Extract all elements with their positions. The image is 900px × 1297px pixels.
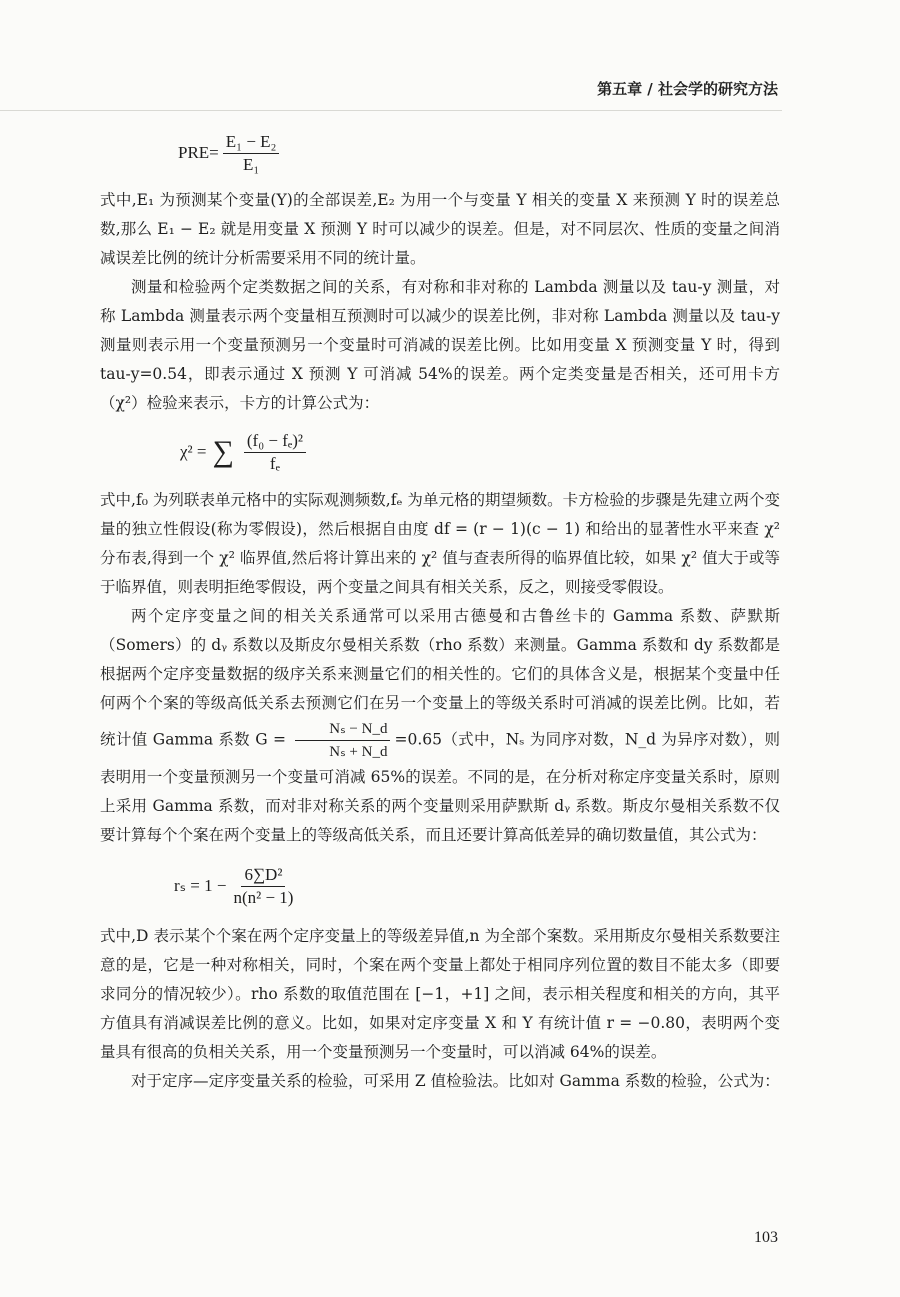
formula-pre-fraction (223, 131, 280, 176)
formula-chi-fraction (244, 430, 306, 475)
sum-symbol: ∑ (212, 435, 234, 468)
formula-chi-denominator: fₑ (269, 453, 280, 473)
paragraph-4 (100, 602, 780, 850)
paragraph-6: 对于定序—定序变量关系的检验，可采用 Z 值检验法。比如对 Gamma 系数的检验，公式为： (131, 1072, 780, 1090)
formula-pre (100, 120, 780, 186)
formula-pre-denominator: E₁ (242, 154, 260, 174)
paragraph-4-part-2: =0.65（式中，Nₛ 为同序对数，N_d 为异序对数），则表明用一个变量预测另一个变量可消减 65%的误差。不同的是，在分析对称定序变量关系时，原则上采用 Gamma 系数，而对非对称关系的两个变量则采用萨默斯 dᵧ 系数。斯皮尔曼相关系数不仅要计算每个个案在两个变量上的等级高低关系，而且还要计算高低差异的确切数量值，其公式为： (100, 730, 780, 844)
formula-spearman (100, 850, 780, 922)
gamma-denominator: Nₛ + N_d (329, 744, 388, 760)
formula-pre-lhs: PRE= (178, 143, 219, 162)
formula-rs-fraction (230, 864, 296, 909)
formula-pre-numerator: E₁ − E₂ (223, 131, 280, 154)
formula-chi-numerator: (f₀ − fₑ)² (244, 430, 306, 453)
paragraph-2: 测量和检验两个定类数据之间的关系，有对称和非对称的 Lambda 测量以及 tau-y 测量，对称 Lambda 测量表示两个变量相互预测时可以减少的误差比例，非对称 Lambda 测量以及 tau-y 测量则表示用一个变量预测另一个变量时可消减的误差比例。比如用变量 X 预测变量 Y 时，得到 tau-y=0.54，即表示通过 X 预测 Y 可消减 54%的误差。两个定类变量是否相关，还可用卡方（χ²）检验来表示，卡方的计算公式为： (100, 278, 780, 412)
paragraph-1: 式中,E₁ 为预测某个变量(Y)的全部误差,E₂ 为用一个与变量 Y 相关的变量 X 来预测 Y 时的误差总数,那么 E₁ − E₂ 就是用变量 X 预测 Y 时可以减少的误差。但是，对不同层次、性质的变量之间消减误差比例的统计分析需要采用不同的统计量。 (100, 191, 780, 267)
formula-chi-square (100, 418, 780, 486)
chapter-header: 第五章 / 社会学的研究方法 (597, 80, 778, 98)
formula-rs-denominator: n(n² − 1) (233, 887, 294, 907)
header-divider (0, 110, 782, 111)
paragraph-5: 式中,D 表示某个个案在两个定序变量上的等级差异值,n 为全部个案数。采用斯皮尔曼相关系数要注意的是，它是一种对称相关，同时，个案在两个变量上都处于相同序列位置的数目不能太多（即要求同分的情况较少）。rho 系数的取值范围在 [−1，+1] 之间，表示相关程度和相关的方向，其平方值具有消减误差比例的意义。比如，如果对定序变量 X 和 Y 有统计值 r = −0.80，表明两个变量具有很高的负相关关系，用一个变量预测另一个变量时，可以消减 64%的误差。 (100, 927, 780, 1061)
paragraph-4-part-1: 两个定序变量之间的相关关系通常可以采用古德曼和古鲁丝卡的 Gamma 系数、萨默斯（Somers）的 dᵧ 系数以及斯皮尔曼相关系数（rho 系数）来测量。Gamma 系数和 dy 系数都是根据两个定序变量数据的级序关系来测量它们的相关性的。它们的具体含义是，根据某个变量中任何两个个案的等级高低关系去预测它们在另一个变量上的等级关系时可消减的误差比例。比如，若统计值 Gamma 系数 G = (100, 607, 780, 749)
formula-chi-lhs: χ² = (180, 442, 207, 461)
page-number: 103 (754, 1229, 778, 1246)
formula-rs-numerator: 6∑D² (241, 864, 285, 887)
gamma-numerator: Nₛ − N_d (295, 718, 390, 741)
formula-rs-lhs: rₛ = 1 − (174, 876, 227, 895)
gamma-fraction (295, 718, 390, 763)
paragraph-3: 式中,f₀ 为列联表单元格中的实际观测频数,fₑ 为单元格的期望频数。卡方检验的步骤是先建立两个变量的独立性假设(称为零假设)，然后根据自由度 df = (r − 1)(c − 1) 和给出的显著性水平来查 χ² 分布表,得到一个 χ² 临界值,然后将计算出来的 χ² 值与查表所得的临界值比较，如果 χ² 值大于或等于临界值，则表明拒绝零假设，两个变量之间具有相关关系，反之，则接受零假设。 (100, 491, 780, 596)
page-body (100, 120, 780, 1096)
